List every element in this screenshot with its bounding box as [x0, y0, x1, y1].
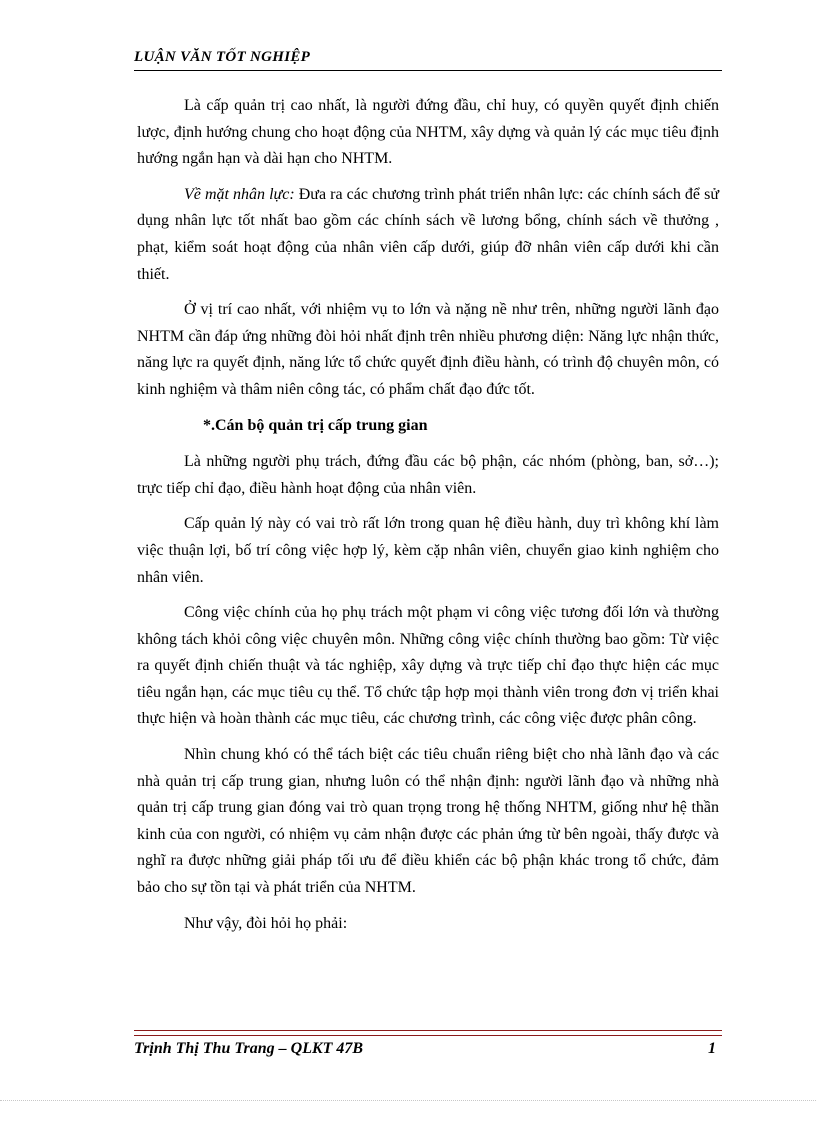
- paragraph-2-text: Đưa ra các chương trình phát triển nhân lực: các chính sách để sử dụng nhân lực tốt nhất bao gồm các chính sách về lương bổng, chính sách về thưởng , phạt, kiểm soát hoạt động của nhân viên cấp dưới, giúp đỡ nhân viên cấp dưới khi cần thiết.: [137, 185, 719, 283]
- header-title: LUẬN VĂN TỐT NGHIỆP: [134, 49, 311, 65]
- paragraph-1: Là cấp quản trị cao nhất, là người đứng đầu, chỉ huy, có quyền quyết định chiến lược, định hướng chung cho hoạt động của NHTM, xây dựng và quản lý các mục tiêu định hướng ngắn hạn và dài hạn cho NHTM.: [137, 97, 719, 168]
- paragraph-4: Là những người phụ trách, đứng đầu các bộ phận, các nhóm (phòng, ban, sở…); trực tiếp chỉ đạo, điều hành hoạt động của nhân viên.: [137, 453, 719, 497]
- paragraph-6: Công việc chính của họ phụ trách một phạm vi công việc tương đối lớn và thường không tách khỏi công việc chuyên môn. Những công việc chính thường bao gồm: Từ việc ra quyết định chiến thuật và tác nghiệp, xây dựng và trực tiếp chỉ đạo thực hiện các mục tiêu ngắn hạn, các mục tiêu cụ thể. Tổ chức tập hợp mọi thành viên trong đơn vị triển khai thực hiện và hoàn thành các mục tiêu, các chương trình, các công việc được phân công.: [137, 604, 719, 728]
- footer-author: Trịnh Thị Thu Trang – QLKT 47B: [134, 1040, 364, 1057]
- paragraph-3: Ở vị trí cao nhất, với nhiệm vụ to lớn và nặng nề như trên, những người lãnh đạo NHTM cần đáp ứng những đòi hỏi nhất định trên nhiều phương diện: Năng lực nhận thức, năng lực ra quyết định, năng lức tổ chức quyết định điều hành, có trình độ chuyên môn, có kinh nghiệm và thâm niên công tác, có phẩm chất đạo đức tốt.: [137, 301, 719, 398]
- paragraph-7: Nhìn chung khó có thể tách biệt các tiêu chuẩn riêng biệt cho nhà lãnh đạo và các nhà quản trị cấp trung gian, nhưng luôn có thể nhận định: người lãnh đạo và những nhà quản trị cấp trung gian đóng vai trò quan trọng trong hệ thống NHTM, giống như hệ thần kinh của con người, có nhiệm vụ cảm nhận được các phản ứng từ bên ngoài, thấy được và nghĩ ra được những giải pháp tối ưu để điều khiển các bộ phận khác trong tổ chức, đảm bảo cho sự tồn tại và phát triển của NHTM.: [137, 746, 719, 897]
- header-divider: [134, 70, 722, 71]
- paragraph-8: Như vậy, đòi hỏi họ phải:: [184, 914, 348, 932]
- paragraph-2: [137, 182, 719, 288]
- paragraph-5: Cấp quản lý này có vai trò rất lớn trong quan hệ điều hành, duy trì không khí làm việc thuận lợi, bố trí công việc hợp lý, kèm cặp nhân viên, chuyển giao kinh nghiệm cho nhân viên.: [137, 515, 719, 586]
- footer-divider: [134, 1030, 722, 1036]
- page-boundary: [0, 1100, 816, 1101]
- section-heading: *.Cán bộ quản trị cấp trung gian: [203, 416, 428, 434]
- document-body: [137, 93, 719, 946]
- paragraph-2-lead: Về mặt nhân lực:: [184, 185, 295, 203]
- page-number: 1: [708, 1040, 716, 1057]
